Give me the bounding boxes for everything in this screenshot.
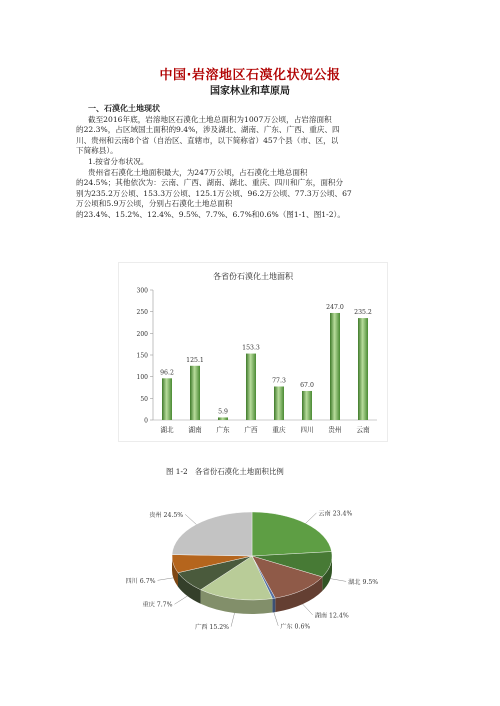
paragraph-line: 的23.4%、15.2%、12.4%、9.5%、7.7%、6.7%和0.6%（图1-1、图1-2）。 bbox=[76, 209, 345, 219]
bar-value-label: 77.3 bbox=[272, 377, 286, 385]
subsection-heading: 1.按省分布状况。 bbox=[88, 156, 149, 166]
bar-value-label: 153.3 bbox=[242, 344, 260, 352]
pie-leader-line bbox=[175, 596, 188, 604]
pie-slice-side bbox=[272, 598, 275, 612]
bar bbox=[358, 318, 368, 420]
x-tick-label: 重庆 bbox=[272, 426, 286, 434]
x-tick-label: 云南 bbox=[356, 426, 370, 434]
bar-value-label: 125.1 bbox=[186, 356, 204, 364]
page-subtitle: 国家林业和草原局 bbox=[210, 86, 290, 97]
pie-leader-line bbox=[306, 513, 317, 523]
pie-slice bbox=[252, 512, 332, 556]
bar-value-label: 5.9 bbox=[218, 408, 228, 416]
pie-leader-line bbox=[330, 579, 346, 582]
paragraph-line: 的22.3%，占区域国土面积的9.4%，涉及湖北、湖南、广东、广西、重庆、四 bbox=[76, 125, 340, 135]
x-tick-label: 广东 bbox=[216, 426, 230, 434]
page-title: 中国·岩溶地区石漠化状况公报 bbox=[159, 68, 341, 83]
pie-leader-line bbox=[185, 514, 196, 524]
section-heading: 一、石漠化土地现状 bbox=[88, 104, 160, 113]
bar-value-label: 235.2 bbox=[354, 309, 372, 317]
bar bbox=[218, 417, 228, 420]
paragraph-line: 截至2016年底，岩溶地区石漠化土地总面积为1007万公顷，占岩溶面积 bbox=[88, 114, 332, 124]
x-tick-label: 贵州 bbox=[328, 426, 342, 434]
pie-chart bbox=[118, 462, 386, 638]
y-tick-label: 100 bbox=[136, 374, 148, 382]
pie-slice-label: 云南 23.4% bbox=[318, 510, 353, 518]
pie-slice-label: 广东 0.6% bbox=[280, 623, 311, 631]
bar-chart-panel bbox=[118, 262, 388, 442]
pie-leader-line bbox=[158, 578, 174, 580]
bar bbox=[302, 391, 312, 420]
bar-chart-title: 各省份石漠化土地面积 bbox=[213, 272, 293, 281]
x-tick-label: 四川 bbox=[300, 426, 314, 434]
paragraph-line: 别为235.2万公顷、153.3万公顷、125.1万公顷、96.2万公顷、77.3万公顷、67 bbox=[76, 188, 352, 198]
bar-chart bbox=[119, 263, 387, 441]
bar-value-label: 247.0 bbox=[326, 303, 344, 311]
y-tick-label: 300 bbox=[136, 287, 148, 295]
pie-chart-panel bbox=[118, 462, 386, 638]
pie-slice-label: 广西 15.2% bbox=[195, 624, 230, 632]
bar bbox=[246, 354, 256, 420]
report-body bbox=[76, 104, 430, 221]
bar-value-label: 67.0 bbox=[300, 381, 314, 389]
paragraph-line: 下简称县）。 bbox=[76, 146, 118, 156]
bar bbox=[330, 313, 340, 420]
bar bbox=[190, 366, 200, 420]
bar bbox=[162, 378, 172, 420]
y-tick-label: 50 bbox=[140, 395, 148, 403]
paragraph-line: 万公顷和5.9万公顷，分别占石漠化土地总面积 bbox=[76, 199, 233, 209]
y-tick-label: 250 bbox=[136, 309, 148, 317]
pie-leader-line bbox=[274, 612, 278, 625]
pie-leader-line bbox=[231, 613, 234, 627]
pie-slice-label: 四川 6.7% bbox=[125, 577, 156, 585]
y-tick-label: 0 bbox=[144, 417, 148, 425]
pie-chart-title: 图 1-2 各省份石漠化土地面积比例 bbox=[166, 467, 284, 476]
x-tick-label: 湖南 bbox=[188, 426, 202, 434]
paragraph-line: 贵州省石漠化土地面积最大，为247万公顷，占石漠化土地总面积 bbox=[88, 167, 308, 177]
bar bbox=[274, 387, 284, 420]
paragraph-line: 的24.5%；其他依次为：云南、广西、湖南、湖北、重庆、四川和广东，面积分 bbox=[76, 178, 344, 188]
y-tick-label: 150 bbox=[136, 352, 148, 360]
pie-slice-label: 湖南 12.4% bbox=[314, 612, 349, 620]
pie-slice-label: 湖北 9.5% bbox=[348, 578, 379, 586]
pie-slice-label: 重庆 7.7% bbox=[142, 601, 173, 609]
pie-slice-label: 贵州 24.5% bbox=[149, 511, 184, 519]
pie-slice bbox=[172, 512, 252, 556]
paragraph-line: 川、贵州和云南8个省（自治区、直辖市，以下简称省）457个县（市、区，以 bbox=[76, 135, 339, 145]
x-tick-label: 广西 bbox=[244, 426, 258, 434]
y-tick-label: 200 bbox=[136, 330, 148, 338]
bar-value-label: 96.2 bbox=[160, 369, 174, 377]
x-tick-label: 湖北 bbox=[160, 426, 174, 434]
pie-leader-line bbox=[303, 604, 313, 615]
